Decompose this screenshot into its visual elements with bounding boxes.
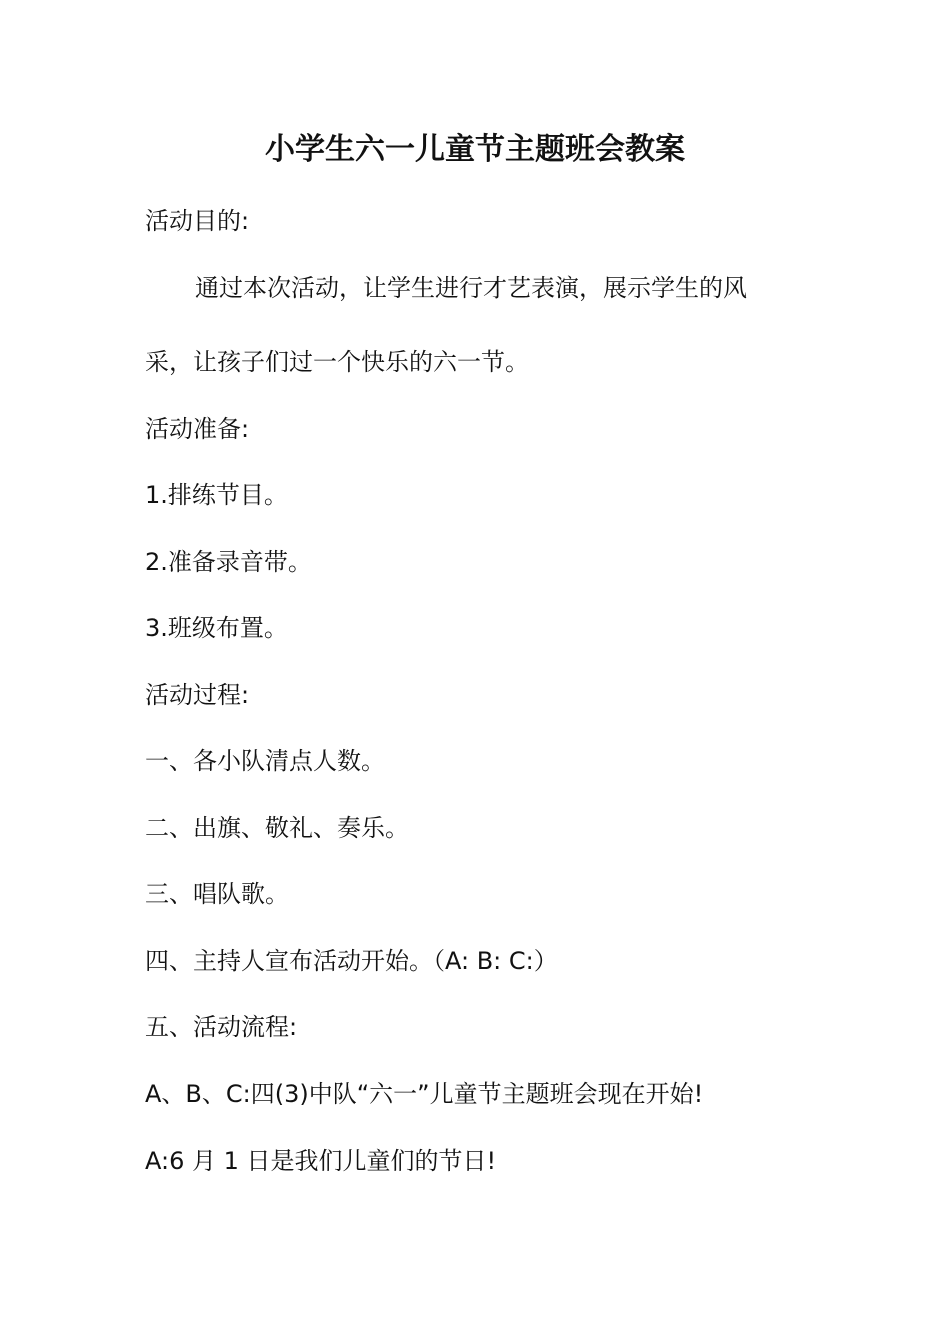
list-item: 2.准备录音带。: [145, 548, 312, 576]
paragraph-line: 通过本次活动，让学生进行才艺表演，展示学生的风: [195, 274, 747, 302]
paragraph-line: 采，让孩子们过一个快乐的六一节。: [145, 348, 529, 376]
page-title: 小学生六一儿童节主题班会教案: [265, 132, 685, 167]
list-item: 1.排练节目。: [145, 481, 288, 509]
list-item: 二、出旗、敬礼、奏乐。: [145, 814, 409, 842]
dialogue-line: A、B、C:四(3)中队“六一”儿童节主题班会现在开始!: [145, 1080, 704, 1108]
list-item: 四、主持人宣布活动开始。（A: B: C:）: [145, 947, 558, 975]
dialogue-line: A:6 月 1 日是我们儿童们的节日!: [145, 1147, 497, 1175]
section-heading-process: 活动过程:: [145, 681, 250, 709]
list-item: 一、各小队清点人数。: [145, 747, 385, 775]
section-heading-purpose: 活动目的:: [145, 207, 250, 235]
list-item: 3.班级布置。: [145, 614, 288, 642]
section-heading-preparation: 活动准备:: [145, 415, 250, 443]
list-item: 五、活动流程:: [145, 1013, 298, 1041]
list-item: 三、唱队歌。: [145, 880, 289, 908]
